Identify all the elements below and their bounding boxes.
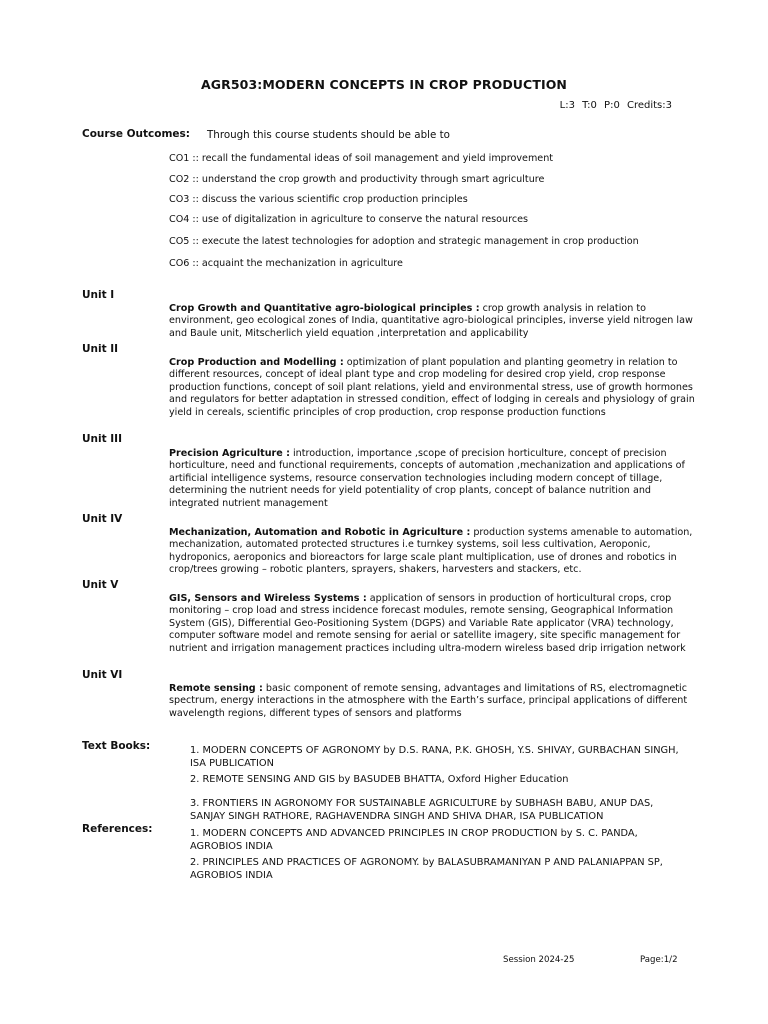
course-outcome-item: CO4 :: use of digitalization in agriculture to conserve the natural resources xyxy=(169,214,528,225)
course-outcome-item: CO6 :: acquaint the mechanization in agriculture xyxy=(169,258,403,269)
unit-body: basic component of remote sensing, advantages and limitations of RS, electromagnetic spectrum, energy interactions in the atmosphere with the Earth’s surface, principal applications of different wavelength regions, different types of sensors and platforms xyxy=(169,683,688,719)
course-outcome-item: CO3 :: discuss the various scientific crop production principles xyxy=(169,194,468,205)
unit-description xyxy=(169,448,702,510)
page-title: AGR503:MODERN CONCEPTS IN CROP PRODUCTION xyxy=(201,77,567,92)
course-outcomes-label: Course Outcomes: xyxy=(82,128,190,140)
course-outcome-item: CO2 :: understand the crop growth and productivity through smart agriculture xyxy=(169,174,545,185)
unit-body: production systems amenable to automation, mechanization, automated protected structures i.e turnkey systems, soil less cultivation, Aeroponic, hydroponics, aeroponics and bioreactors for large scale plant multiplication, use of drones and robotics in crop/trees growing – robotic planters, sprayers, shakers, harvesters and stackers, etc. xyxy=(169,527,693,576)
unit-label: Unit II xyxy=(82,343,119,355)
unit-body: application of sensors in production of horticultural crops, crop monitoring – crop load and stress incidence forecast modules, remote sensing, Geographical Information System (GIS), Differential Geo-Positioning System (DGPS) and Variable Rate applicator (VRA) technology, computer software model and remote sensing for aerial or satellite imagery, site specific management for nutrient and irrigation management practices including ultra-modern wireless based drip irrigation network xyxy=(169,593,686,654)
text-books-label: Text Books: xyxy=(82,740,151,752)
reference-item: 1. MODERN CONCEPTS AND ADVANCED PRINCIPLES IN CROP PRODUCTION by S. C. PANDA, AGROBIOS INDIA xyxy=(190,828,638,852)
unit-heading: Mechanization, Automation and Robotic in Agriculture : xyxy=(169,527,471,538)
credits-info: L:3 T:0 P:0 Credits:3 xyxy=(559,100,672,111)
unit-heading: Remote sensing : xyxy=(169,683,263,694)
session-footer: Session 2024-25 xyxy=(503,955,575,965)
unit-description xyxy=(169,683,702,720)
unit-label: Unit III xyxy=(82,433,122,445)
text-book-item: 1. MODERN CONCEPTS OF AGRONOMY by D.S. RANA, P.K. GHOSH, Y.S. SHIVAY, GURBACHAN SINGH, ISA PUBLICATION xyxy=(190,745,679,769)
page-number: Page:1/2 xyxy=(640,955,678,965)
course-outcome-item: CO5 :: execute the latest technologies for adoption and strategic management in crop production xyxy=(169,236,639,247)
unit-description xyxy=(169,303,702,340)
unit-body: introduction, importance ,scope of precision horticulture, concept of precision horticulture, need and functional requirements, concepts of automation ,mechanization and applications of artificial intelligence systems, resource conservation technologies including modern concept of tillage, determining the nutrient needs for yield potentiality of crop plants, concept of balance nutrition and integrated nutrient management xyxy=(169,448,685,509)
course-outcomes-intro: Through this course students should be able to xyxy=(207,129,450,141)
references-label: References: xyxy=(82,823,153,835)
unit-description xyxy=(169,593,702,655)
unit-label: Unit VI xyxy=(82,669,123,681)
reference-item: 2. PRINCIPLES AND PRACTICES OF AGRONOMY. by BALASUBRAMANIYAN P AND PALANIAPPAN SP, AGROBIOS INDIA xyxy=(190,857,663,881)
unit-body: crop growth analysis in relation to environment, geo ecological zones of India, quantitative agro-biological principles, inverse yield nitrogen law and Baule unit, Mitscherlich yield equation ,interpretation and applicability xyxy=(169,303,693,339)
unit-heading: GIS, Sensors and Wireless Systems : xyxy=(169,593,367,604)
unit-label: Unit V xyxy=(82,579,119,591)
unit-heading: Crop Production and Modelling : xyxy=(169,357,344,368)
text-book-item: 3. FRONTIERS IN AGRONOMY FOR SUSTAINABLE AGRICULTURE by SUBHASH BABU, ANUP DAS, SANJAY SINGH RATHORE, RAGHAVENDRA SINGH AND SHIVA DHAR, ISA PUBLICATION xyxy=(190,798,654,822)
unit-body: optimization of plant population and planting geometry in relation to different resources, concept of ideal plant type and crop modeling for desired crop yield, crop response production functions, concept of soil plant relations, yield and environmental stress, use of growth hormones and regulators for better adaptation in stressed condition, effect of lodging in cereals and physiology of grain yield in cereals, scientific principles of crop production, crop response production functions xyxy=(169,357,695,418)
unit-heading: Crop Growth and Quantitative agro-biological principles : xyxy=(169,303,480,314)
unit-label: Unit I xyxy=(82,289,115,301)
course-outcome-item: CO1 :: recall the fundamental ideas of soil management and yield improvement xyxy=(169,153,554,164)
text-book-item: 2. REMOTE SENSING AND GIS by BASUDEB BHATTA, Oxford Higher Education xyxy=(190,774,569,785)
unit-label: Unit IV xyxy=(82,513,123,525)
unit-description xyxy=(169,527,702,577)
unit-description xyxy=(169,357,702,419)
unit-heading: Precision Agriculture : xyxy=(169,448,290,459)
